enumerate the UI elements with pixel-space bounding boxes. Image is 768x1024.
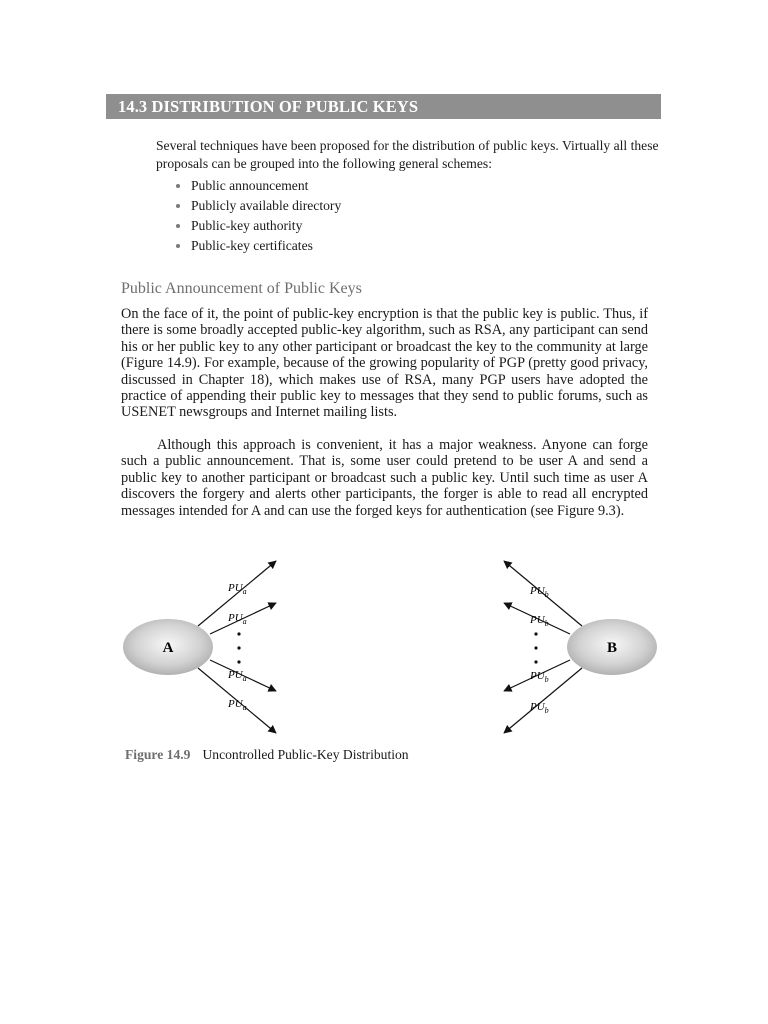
- list-item: Public-key certificates: [175, 236, 341, 256]
- key-label-b: $PU_b$: [530, 614, 549, 628]
- list-item: Public announcement: [175, 176, 341, 196]
- key-label-b: $PU_b$: [530, 701, 549, 715]
- key-distribution-diagram: [118, 552, 663, 742]
- key-distribution-figure: [118, 552, 663, 742]
- key-label-a: $PU_a$: [228, 612, 247, 626]
- figure-caption-text: Uncontrolled Public-Key Distribution: [202, 747, 409, 762]
- figure-caption: [125, 747, 409, 763]
- body-paragraph: On the face of it, the point of public-key encryption is that the public key is public. Thus, if there is some broadly accepted public-key algorithm, such as RSA, any participant can send his or her public key to any other participant or broadcast the key to the community at large (Figure 14.9). For example, because of the growing popularity of PGP (pretty good privacy, discussed in Chapter 18), which makes use of RSA, many PGP users have adopted the practice of appending their public key to messages that they send to public forums, such as USENET newsgroups and Internet mailing lists.: [121, 306, 648, 421]
- scheme-list: [175, 176, 341, 256]
- key-label-a: $PU_a$: [228, 669, 247, 683]
- ellipsis-dots-b: [534, 632, 537, 663]
- list-item: Public-key authority: [175, 216, 341, 236]
- key-label-a: $PU_a$: [228, 582, 247, 596]
- section-heading: 14.3 DISTRIBUTION OF PUBLIC KEYS: [106, 94, 661, 119]
- body-paragraph: Although this approach is convenient, it has a major weakness. Anyone can forge such a public announcement. That is, some user could pretend to be user A and send a public key to another participant or broadcast such a public key. Until such time as user A discovers the forgery and alerts other participants, the forger is able to read all encrypted messages intended for A and can use the forged keys for authentication (see Figure 9.3).: [121, 437, 648, 519]
- key-label-a: $PU_a$: [228, 698, 247, 712]
- node-b-label: B: [606, 640, 618, 656]
- node-a-label: A: [162, 640, 174, 656]
- figure-number: Figure 14.9: [125, 747, 191, 762]
- ellipsis-dots-a: [237, 632, 240, 663]
- key-label-b: $PU_b$: [530, 670, 549, 684]
- list-item: Publicly available directory: [175, 196, 341, 216]
- intro-paragraph: Several techniques have been proposed for the distribution of public keys. Virtually all these proposals can be grouped into the following general schemes:: [156, 138, 659, 171]
- key-label-b: $PU_b$: [530, 585, 549, 599]
- subsection-heading: Public Announcement of Public Keys: [121, 280, 362, 297]
